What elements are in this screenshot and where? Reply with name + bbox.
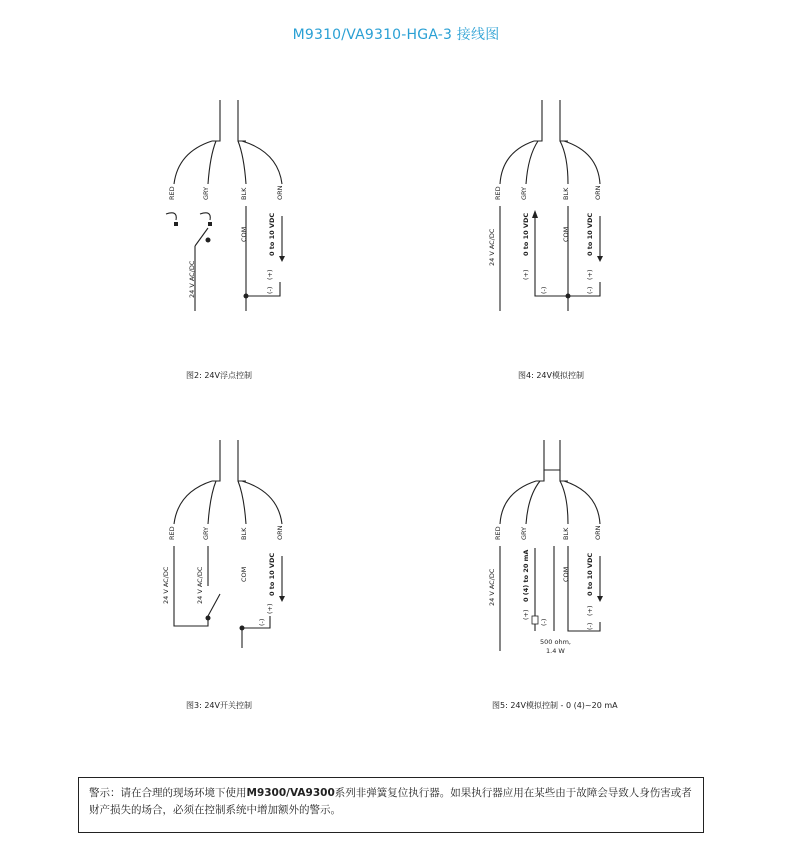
wiring-diagram-fig5	[480, 436, 650, 661]
wire-label-gry: GRY	[202, 526, 210, 540]
control-current-label: 0 (4) to 20 mA	[522, 549, 530, 602]
wire-label-blk: BLK	[240, 187, 248, 200]
supply-label: 24 V AC/DC	[488, 228, 496, 266]
plus-label: (+)	[522, 269, 530, 280]
figure-caption: 图2: 24V浮点控制	[186, 371, 252, 380]
figure-caption: 图4: 24V模拟控制	[518, 371, 584, 380]
wiring-diagram-fig4	[480, 96, 650, 311]
wiring-diagram-fig2	[150, 96, 320, 311]
feedback-label: 0 to 10 VDC	[268, 212, 276, 256]
feedback-label: 0 to 10 VDC	[586, 212, 594, 256]
plus-label: (+)	[266, 603, 274, 614]
com-label: COM	[562, 226, 570, 242]
page-title: M9310/VA9310-HGA-3 接线图	[292, 27, 500, 43]
control-label: 0 to 10 VDC	[522, 212, 530, 256]
warning-text-prefix: 警示：请在合理的现场环境下使用	[89, 787, 247, 799]
minus-label: (-)	[586, 286, 594, 294]
warning-text-model: M9300/VA9300	[246, 787, 335, 799]
com-label: COM	[240, 566, 248, 582]
figure-caption: 图3: 24V开关控制	[186, 701, 252, 710]
wire-label-gry: GRY	[520, 526, 528, 540]
wire-label-orn: ORN	[594, 185, 602, 200]
resistor-label-value: 500 ohm,	[540, 638, 571, 646]
minus-label: (-)	[540, 618, 548, 626]
wire-label-orn: ORN	[276, 525, 284, 540]
feedback-label: 0 to 10 VDC	[268, 552, 276, 596]
plus-label: (+)	[266, 269, 274, 280]
wire-label-gry: GRY	[520, 186, 528, 200]
plus-label: (+)	[586, 269, 594, 280]
wiring-svg-fig5	[480, 436, 650, 661]
wire-label-gry: GRY	[202, 186, 210, 200]
wiring-svg-fig3	[150, 436, 320, 651]
warning-box	[78, 777, 704, 833]
wire-label-red: RED	[168, 526, 176, 540]
wire-label-blk: BLK	[562, 187, 570, 200]
supply-label: 24 V AC/DC	[162, 566, 170, 604]
wiring-diagram-fig3	[150, 436, 320, 651]
supply-label: 24 V AC/DC	[488, 568, 496, 606]
wire-label-red: RED	[494, 186, 502, 200]
feedback-label: 0 to 10 VDC	[586, 552, 594, 596]
wire-label-red: RED	[168, 186, 176, 200]
supply-label: 24 V AC/DC	[188, 260, 196, 298]
minus-label: (-)	[258, 618, 266, 626]
minus-label: (-)	[586, 622, 594, 630]
com-label: COM	[562, 566, 570, 582]
resistor-label-power: 1.4 W	[546, 647, 565, 655]
wiring-svg-fig2	[150, 96, 320, 311]
wire-label-red: RED	[494, 526, 502, 540]
wire-label-blk: BLK	[240, 527, 248, 540]
wire-label-blk: BLK	[562, 527, 570, 540]
minus-label: (-)	[266, 286, 274, 294]
wiring-svg-fig4	[480, 96, 650, 311]
figure-caption: 图5: 24V模拟控制 - 0 (4)~20 mA	[492, 701, 618, 710]
plus-label: (+)	[586, 605, 594, 616]
com-label: COM	[240, 226, 248, 242]
wire-label-orn: ORN	[594, 525, 602, 540]
plus-label: (+)	[522, 609, 530, 620]
supply-label: 24 V AC/DC	[196, 566, 204, 604]
warning-text-suffix: 系列非弹簧复位执行器。如果执行器应用在某些由于故障会导致人身伤害或者财产损失的场合，必须在控制系统中增加额外的警示。	[89, 787, 692, 816]
minus-label: (-)	[540, 286, 548, 294]
wire-label-orn: ORN	[276, 185, 284, 200]
